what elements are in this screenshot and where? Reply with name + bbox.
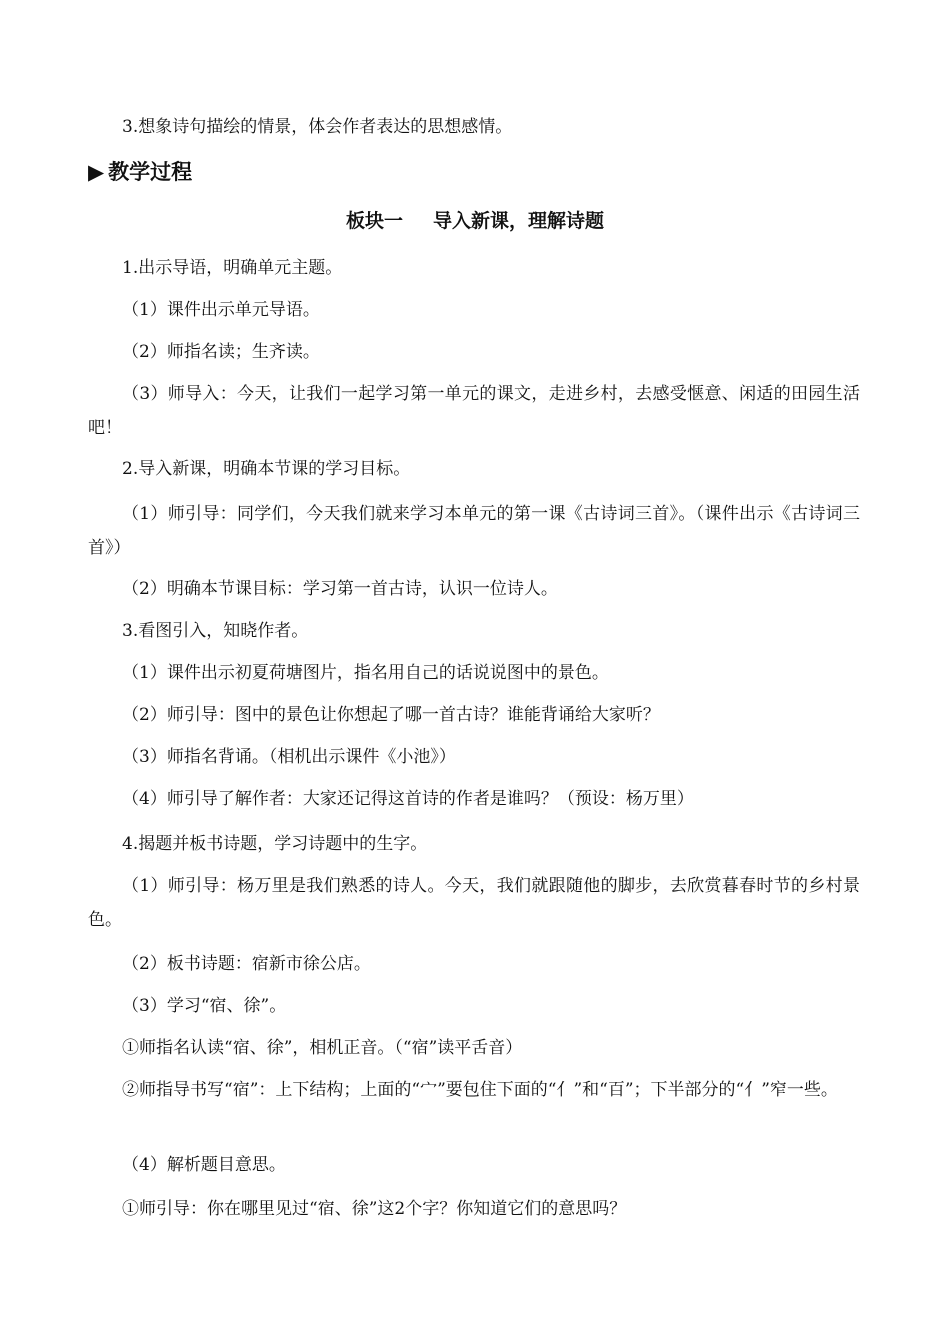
- paragraph: （2）师指名读；生齐读。: [122, 342, 320, 362]
- paragraph: （2）板书诗题：宿新市徐公店。: [122, 954, 371, 974]
- block-heading: [0, 206, 950, 236]
- paragraph: （4）解析题目意思。: [122, 1155, 286, 1175]
- paragraph: 3.看图引入，知晓作者。: [122, 621, 309, 641]
- triangle-marker-icon: ▶: [88, 160, 105, 184]
- paragraph: （1）师引导：杨万里是我们熟悉的诗人。今天，我们就跟随他的脚步，去欣赏暮春时节的乡村景色。: [88, 876, 860, 930]
- paragraph: （1）师引导：同学们，今天我们就来学习本单元的第一课《古诗词三首》。（课件出示《古诗词三首》）: [88, 504, 860, 558]
- paragraph: （3）师指名背诵。（相机出示课件《小池》）: [122, 747, 456, 767]
- paragraph: （2）师引导：图中的景色让你想起了哪一首古诗？谁能背诵给大家听？: [122, 705, 660, 725]
- paragraph: （1）课件出示初夏荷塘图片，指名用自己的话说说图中的景色。: [122, 663, 609, 683]
- section-title: 教学过程: [108, 160, 193, 184]
- paragraph: （3）学习“宿、徐”。: [122, 996, 287, 1016]
- paragraph: （4）师引导了解作者：大家还记得这首诗的作者是谁吗？（预设：杨万里）: [122, 789, 694, 809]
- paragraph: （3）师导入：今天，让我们一起学习第一单元的课文，走进乡村，去感受惬意、闲适的田园生活吧！: [88, 384, 860, 438]
- paragraph: 2.导入新课，明确本节课的学习目标。: [122, 459, 411, 479]
- block-title: 导入新课，理解诗题: [433, 210, 605, 232]
- paragraph: （2）明确本节课目标：学习第一首古诗，认识一位诗人。: [122, 579, 558, 599]
- paragraph: （1）课件出示单元导语。: [122, 300, 320, 320]
- objective-3: 3.想象诗句描绘的情景，体会作者表达的思想感情。: [122, 117, 513, 137]
- paragraph: 4.揭题并板书诗题，学习诗题中的生字。: [122, 834, 428, 854]
- section-heading: [88, 157, 192, 187]
- paragraph: ①师引导：你在哪里见过“宿、徐”这2个字？你知道它们的意思吗？: [122, 1199, 627, 1219]
- paragraph: ②师指导书写“宿”：上下结构；上面的“宀”要包住下面的“亻”和“百”；下半部分的“亻”窄一些。: [122, 1080, 838, 1100]
- block-name: 板块一: [345, 210, 403, 232]
- paragraph: 1.出示导语，明确单元主题。: [122, 258, 343, 278]
- paragraph: ①师指名认读“宿、徐”，相机正音。（“宿”读平舌音）: [122, 1038, 523, 1058]
